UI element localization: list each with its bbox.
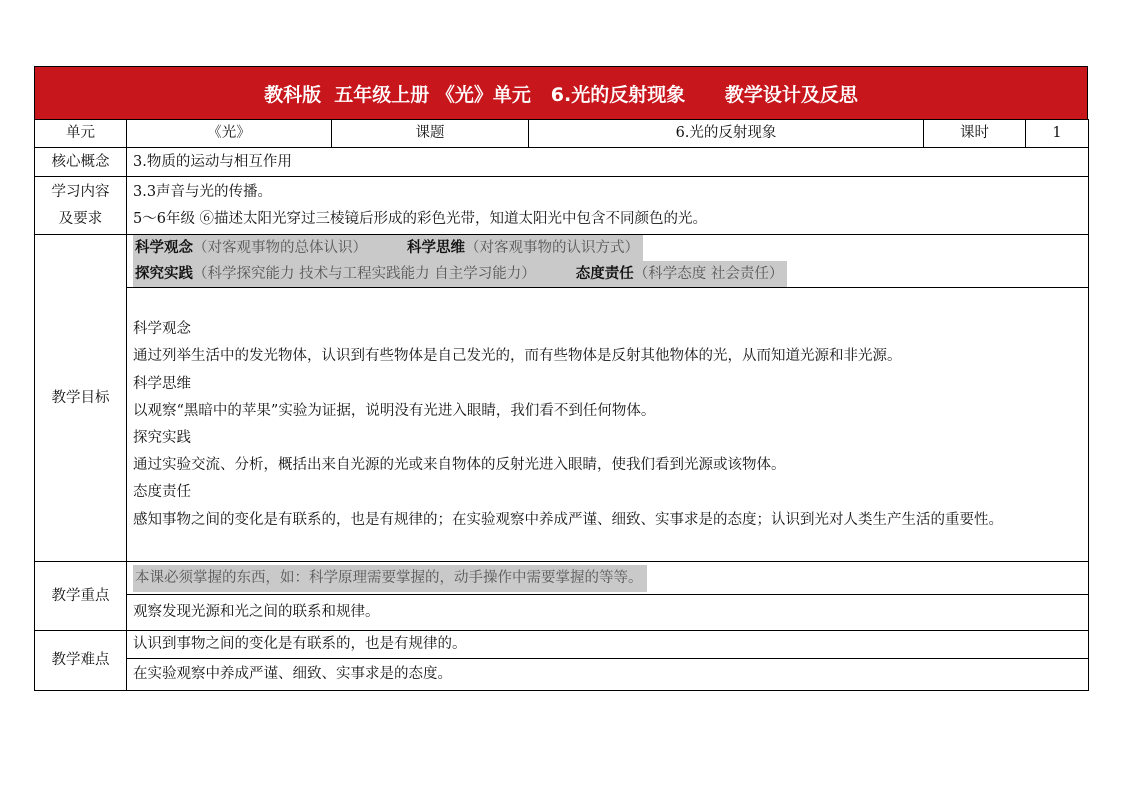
unit-value: 《光》	[127, 120, 332, 148]
key-inquiry-practice: 探究实践	[135, 265, 193, 282]
key-science-thinking-desc: （对客观事物的认识方式）	[465, 240, 639, 256]
core-concept-label: 核心概念	[35, 148, 127, 177]
learning-label-line2: 及要求	[58, 210, 103, 227]
difficulties-line2: 在实验观察中养成严谨、细致、实事求是的态度。	[127, 659, 1089, 691]
period-value: 1	[1026, 120, 1089, 148]
key-science-thinking: 科学思维	[407, 239, 465, 256]
learning-label-line1: 学习内容	[51, 183, 110, 200]
objectives-key-highlight	[133, 261, 787, 287]
learning-line2: 5～6年级 ⑥描述太阳光穿过三棱镜后形成的彩色光带，知道太阳光中包含不同颜色的光。	[133, 210, 708, 227]
learning-label	[35, 177, 127, 235]
key-science-concept: 科学观念	[135, 239, 193, 256]
key-points-note	[127, 562, 1089, 595]
objectives-key-highlight	[133, 235, 643, 261]
learning-content	[127, 177, 1089, 235]
core-concept-row	[35, 148, 1089, 177]
unit-label: 单元	[35, 120, 127, 148]
objectives-keys-row	[35, 235, 1089, 288]
objectives-detail	[127, 288, 1089, 562]
key-points-value: 观察发现光源和光之间的联系和规律。	[127, 595, 1089, 631]
objectives-keys-line2	[133, 261, 1082, 287]
key-attitude-desc: （科学态度 社会责任）	[633, 266, 784, 282]
objective-text: 以观察“黑暗中的苹果”实验为证据，说明没有光进入眼睛，我们看不到任何物体。	[133, 402, 656, 419]
key-points-label: 教学重点	[35, 562, 127, 631]
key-points-note-text: 本课必须掌握的东西，如：科学原理需要掌握的，动手操作中需要掌握的等等。	[133, 565, 647, 592]
header-row	[35, 120, 1089, 148]
objectives-label: 教学目标	[35, 235, 127, 562]
lesson-label: 课题	[332, 120, 529, 148]
core-concept-value: 3.物质的运动与相互作用	[127, 148, 1089, 177]
objective-text: 感知事物之间的变化是有联系的，也是有规律的；在实验观察中养成严谨、细致、实事求是的态度；认识到光对人类生产生活的重要性。	[133, 511, 1003, 528]
lesson-value: 6.光的反射现象	[529, 120, 924, 148]
difficulties-row-1	[35, 631, 1089, 659]
learning-line1: 3.3声音与光的传播。	[133, 183, 273, 200]
lesson-plan-table	[34, 119, 1089, 691]
objective-heading: 科学思维	[133, 375, 191, 392]
period-label: 课时	[924, 120, 1026, 148]
objective-text: 通过列举生活中的发光物体，认识到有些物体是自己发光的，而有些物体是反射其他物体的光，从而知道光源和非光源。	[133, 348, 902, 365]
difficulties-line1: 认识到事物之间的变化是有联系的，也是有规律的。	[127, 631, 1089, 659]
difficulties-row-2	[35, 659, 1089, 691]
objectives-keys-line1	[133, 235, 1082, 261]
objective-heading: 态度责任	[133, 484, 191, 501]
key-inquiry-practice-desc: （科学探究能力 技术与工程实践能力 自主学习能力）	[193, 266, 536, 282]
key-attitude: 态度责任	[575, 265, 634, 282]
difficulties-label: 教学难点	[35, 631, 127, 691]
objectives-keys	[127, 235, 1089, 288]
objectives-detail-row	[35, 288, 1089, 562]
objective-heading: 探究实践	[133, 430, 191, 446]
objective-text: 通过实验交流、分析，概括出来自光源的光或来自物体的反射光进入眼睛，使我们看到光源或该物体。	[133, 457, 786, 474]
objective-heading: 科学观念	[133, 321, 191, 338]
lesson-plan-sheet	[34, 66, 1088, 691]
document-title: 教科版 五年级上册 《光》单元 6.光的反射现象 教学设计及反思	[34, 66, 1088, 119]
key-points-note-row	[35, 562, 1089, 595]
learning-row	[35, 177, 1089, 235]
key-points-row	[35, 595, 1089, 631]
key-science-concept-desc: （对客观事物的总体认识）	[193, 240, 367, 256]
